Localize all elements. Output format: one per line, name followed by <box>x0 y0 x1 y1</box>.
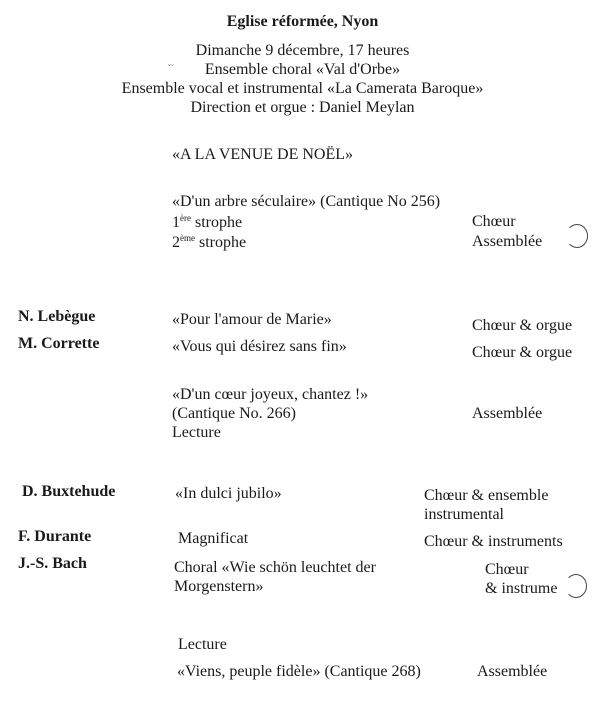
strophe-2: 2ème strophe <box>172 233 247 251</box>
performer-cantique-268: Assemblée <box>477 663 548 680</box>
church-title: Eglise réformée, Nyon <box>226 13 379 30</box>
strophe-1: 1ère strophe <box>172 213 243 231</box>
program-title: «A LA VENUE DE NOËL» <box>172 146 354 163</box>
choir-line: Ensemble choral «Val d'Orbe» <box>204 61 401 78</box>
work-bach-line1: Choral «Wie schön leuchtet der <box>174 559 376 576</box>
work-bach-line2: Morgenstern» <box>174 578 264 595</box>
performer-bach-line1: Chœur <box>485 561 529 578</box>
performer-buxtehude-line1: Chœur & ensemble <box>424 487 549 504</box>
work-lebegue: «Pour l'amour de Marie» <box>172 311 332 328</box>
composer-durante: F. Durante <box>18 528 92 545</box>
strophe-2-performer: Assemblée <box>472 233 543 250</box>
work-corrette: «Vous qui désirez sans fin» <box>172 338 347 355</box>
binder-hole-mark <box>565 574 587 598</box>
strophe-1-performer: Chœur <box>472 213 516 230</box>
binder-hole-mark <box>566 224 588 248</box>
work-buxtehude: «In dulci jubilo» <box>175 485 282 502</box>
performer-buxtehude-line2: instrumental <box>424 506 504 523</box>
performer-lebegue: Chœur & orgue <box>472 317 573 334</box>
performer-corrette: Chœur & orgue <box>472 344 573 361</box>
scan-speck: ˘˘ <box>168 63 174 73</box>
date-line: Dimanche 9 décembre, 17 heures <box>195 42 410 59</box>
work-cantique-266-line2: (Cantique No. 266) <box>172 405 296 422</box>
performer-bach-line2: & instrume <box>485 580 558 597</box>
lecture-1: Lecture <box>172 424 221 441</box>
composer-lebegue: N. Lebègue <box>18 308 96 325</box>
performer-cantique-266: Assemblée <box>472 405 543 422</box>
performer-durante: Chœur & instruments <box>424 533 563 550</box>
composer-corrette: M. Corrette <box>18 335 100 352</box>
direction-line: Direction et orgue : Daniel Meylan <box>190 99 415 116</box>
composer-buxtehude: D. Buxtehude <box>22 483 116 500</box>
composer-bach: J.-S. Bach <box>18 555 87 572</box>
cantique-256-title: «D'un arbre séculaire» (Cantique No 256) <box>172 193 441 210</box>
lecture-2: Lecture <box>178 636 227 653</box>
ensemble-line: Ensemble vocal et instrumental «La Camerata Baroque» <box>121 80 484 97</box>
work-cantique-266-line1: «D'un cœur joyeux, chantez !» <box>172 386 369 403</box>
work-durante: Magnificat <box>178 530 249 547</box>
work-cantique-268: «Viens, peuple fidèle» (Cantique 268) <box>177 663 421 680</box>
